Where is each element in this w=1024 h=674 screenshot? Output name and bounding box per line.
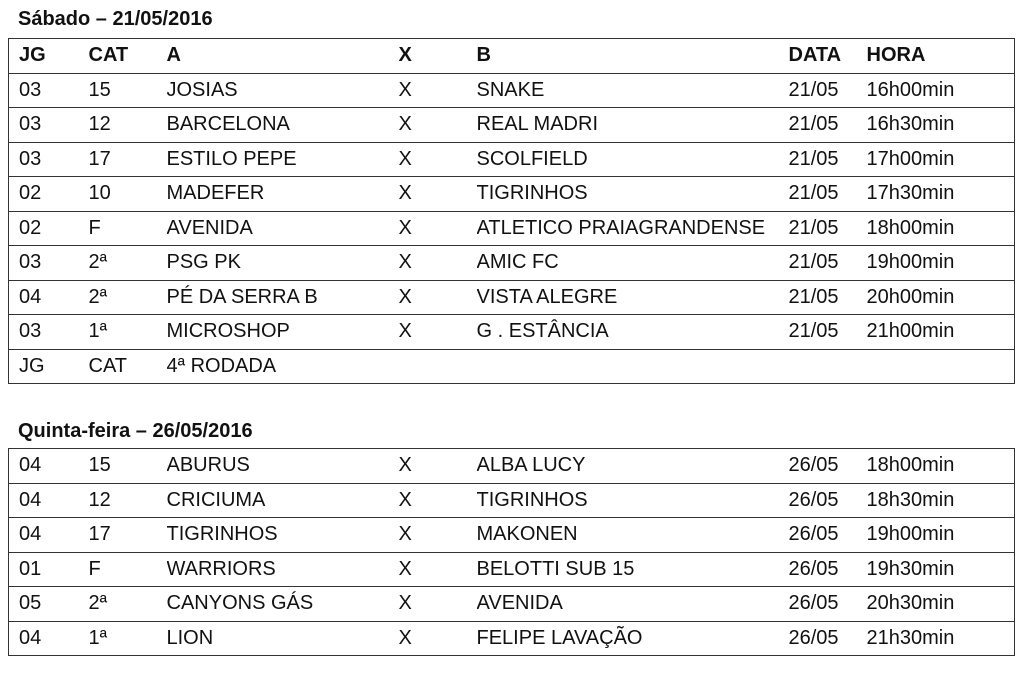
cell-x: X: [399, 108, 477, 143]
cell-cat: 15: [89, 73, 167, 108]
cell-a: AVENIDA: [167, 211, 399, 246]
table-row: [9, 621, 1015, 656]
cell-a: WARRIORS: [167, 552, 399, 587]
cell-cat: 2ª: [89, 587, 167, 622]
section-title-saturday: Sábado – 21/05/2016: [18, 8, 213, 30]
cell-data: 26/05: [789, 621, 867, 656]
cell-x: X: [399, 315, 477, 350]
cell-jg: 02: [9, 177, 89, 212]
cell-x: X: [399, 621, 477, 656]
cell-hora: 20h30min: [867, 587, 1015, 622]
footer-cat: CAT: [89, 349, 167, 384]
header-data: DATA: [789, 39, 867, 74]
cell-b: ATLETICO PRAIAGRANDENSE: [477, 211, 789, 246]
cell-b: TIGRINHOS: [477, 177, 789, 212]
cell-b: SNAKE: [477, 73, 789, 108]
cell-x: X: [399, 552, 477, 587]
table-row: [9, 449, 1015, 484]
footer-rodada: 4ª RODADA: [167, 349, 1015, 384]
cell-hora: 18h00min: [867, 211, 1015, 246]
header-hora: HORA: [867, 39, 1015, 74]
cell-hora: 18h00min: [867, 449, 1015, 484]
cell-hora: 17h30min: [867, 177, 1015, 212]
cell-a: CANYONS GÁS: [167, 587, 399, 622]
cell-hora: 18h30min: [867, 483, 1015, 518]
cell-a: MADEFER: [167, 177, 399, 212]
cell-b: VISTA ALEGRE: [477, 280, 789, 315]
cell-a: CRICIUMA: [167, 483, 399, 518]
cell-data: 21/05: [789, 280, 867, 315]
cell-jg: 04: [9, 280, 89, 315]
cell-x: X: [399, 449, 477, 484]
schedule-table-thursday: [8, 448, 1015, 656]
cell-cat: 12: [89, 108, 167, 143]
cell-hora: 19h30min: [867, 552, 1015, 587]
cell-b: G . ESTÂNCIA: [477, 315, 789, 350]
cell-data: 26/05: [789, 587, 867, 622]
cell-jg: 02: [9, 211, 89, 246]
cell-jg: 04: [9, 518, 89, 553]
cell-cat: F: [89, 211, 167, 246]
cell-jg: 03: [9, 142, 89, 177]
cell-b: SCOLFIELD: [477, 142, 789, 177]
cell-hora: 21h00min: [867, 315, 1015, 350]
table-row: [9, 280, 1015, 315]
table-row: [9, 211, 1015, 246]
cell-a: ABURUS: [167, 449, 399, 484]
cell-x: X: [399, 211, 477, 246]
cell-data: 21/05: [789, 246, 867, 281]
cell-jg: 04: [9, 621, 89, 656]
cell-b: FELIPE LAVAÇÃO: [477, 621, 789, 656]
table-row: [9, 73, 1015, 108]
cell-a: MICROSHOP: [167, 315, 399, 350]
cell-jg: 03: [9, 315, 89, 350]
table-row: [9, 142, 1015, 177]
cell-data: 21/05: [789, 211, 867, 246]
cell-data: 26/05: [789, 483, 867, 518]
cell-data: 21/05: [789, 142, 867, 177]
cell-x: X: [399, 246, 477, 281]
cell-hora: 19h00min: [867, 518, 1015, 553]
cell-b: TIGRINHOS: [477, 483, 789, 518]
cell-hora: 19h00min: [867, 246, 1015, 281]
cell-cat: 17: [89, 142, 167, 177]
cell-jg: 05: [9, 587, 89, 622]
cell-jg: 03: [9, 108, 89, 143]
cell-b: MAKONEN: [477, 518, 789, 553]
table-footer-row: [9, 349, 1015, 384]
cell-cat: 2ª: [89, 280, 167, 315]
cell-hora: 20h00min: [867, 280, 1015, 315]
cell-data: 26/05: [789, 518, 867, 553]
table-row: [9, 483, 1015, 518]
cell-cat: 17: [89, 518, 167, 553]
cell-a: PÉ DA SERRA B: [167, 280, 399, 315]
cell-b: AMIC FC: [477, 246, 789, 281]
header-cat: CAT: [89, 39, 167, 74]
cell-b: REAL MADRI: [477, 108, 789, 143]
cell-data: 26/05: [789, 552, 867, 587]
cell-data: 21/05: [789, 315, 867, 350]
cell-hora: 16h30min: [867, 108, 1015, 143]
table-row: [9, 518, 1015, 553]
cell-data: 26/05: [789, 449, 867, 484]
cell-jg: 03: [9, 73, 89, 108]
cell-cat: 2ª: [89, 246, 167, 281]
cell-hora: 17h00min: [867, 142, 1015, 177]
cell-jg: 01: [9, 552, 89, 587]
schedule-table-saturday: [8, 38, 1015, 384]
cell-x: X: [399, 483, 477, 518]
cell-a: JOSIAS: [167, 73, 399, 108]
cell-cat: 12: [89, 483, 167, 518]
cell-a: PSG PK: [167, 246, 399, 281]
header-jg: JG: [9, 39, 89, 74]
cell-a: LION: [167, 621, 399, 656]
footer-jg: JG: [9, 349, 89, 384]
cell-x: X: [399, 142, 477, 177]
cell-a: BARCELONA: [167, 108, 399, 143]
section-title-thursday: Quinta-feira – 26/05/2016: [18, 420, 253, 442]
cell-x: X: [399, 73, 477, 108]
header-x: X: [399, 39, 477, 74]
table-row: [9, 108, 1015, 143]
cell-x: X: [399, 518, 477, 553]
cell-data: 21/05: [789, 108, 867, 143]
cell-hora: 16h00min: [867, 73, 1015, 108]
cell-data: 21/05: [789, 177, 867, 212]
table-row: [9, 587, 1015, 622]
cell-x: X: [399, 177, 477, 212]
cell-cat: 10: [89, 177, 167, 212]
header-b: B: [477, 39, 789, 74]
table-row: [9, 315, 1015, 350]
cell-jg: 04: [9, 449, 89, 484]
cell-cat: F: [89, 552, 167, 587]
cell-b: BELOTTI SUB 15: [477, 552, 789, 587]
table-row: [9, 246, 1015, 281]
cell-jg: 03: [9, 246, 89, 281]
table-row: [9, 177, 1015, 212]
cell-x: X: [399, 280, 477, 315]
cell-cat: 15: [89, 449, 167, 484]
table-header-row: [9, 39, 1015, 74]
cell-hora: 21h30min: [867, 621, 1015, 656]
cell-a: TIGRINHOS: [167, 518, 399, 553]
cell-cat: 1ª: [89, 315, 167, 350]
cell-b: ALBA LUCY: [477, 449, 789, 484]
cell-data: 21/05: [789, 73, 867, 108]
cell-b: AVENIDA: [477, 587, 789, 622]
cell-x: X: [399, 587, 477, 622]
header-a: A: [167, 39, 399, 74]
cell-jg: 04: [9, 483, 89, 518]
table-row: [9, 552, 1015, 587]
cell-cat: 1ª: [89, 621, 167, 656]
cell-a: ESTILO PEPE: [167, 142, 399, 177]
